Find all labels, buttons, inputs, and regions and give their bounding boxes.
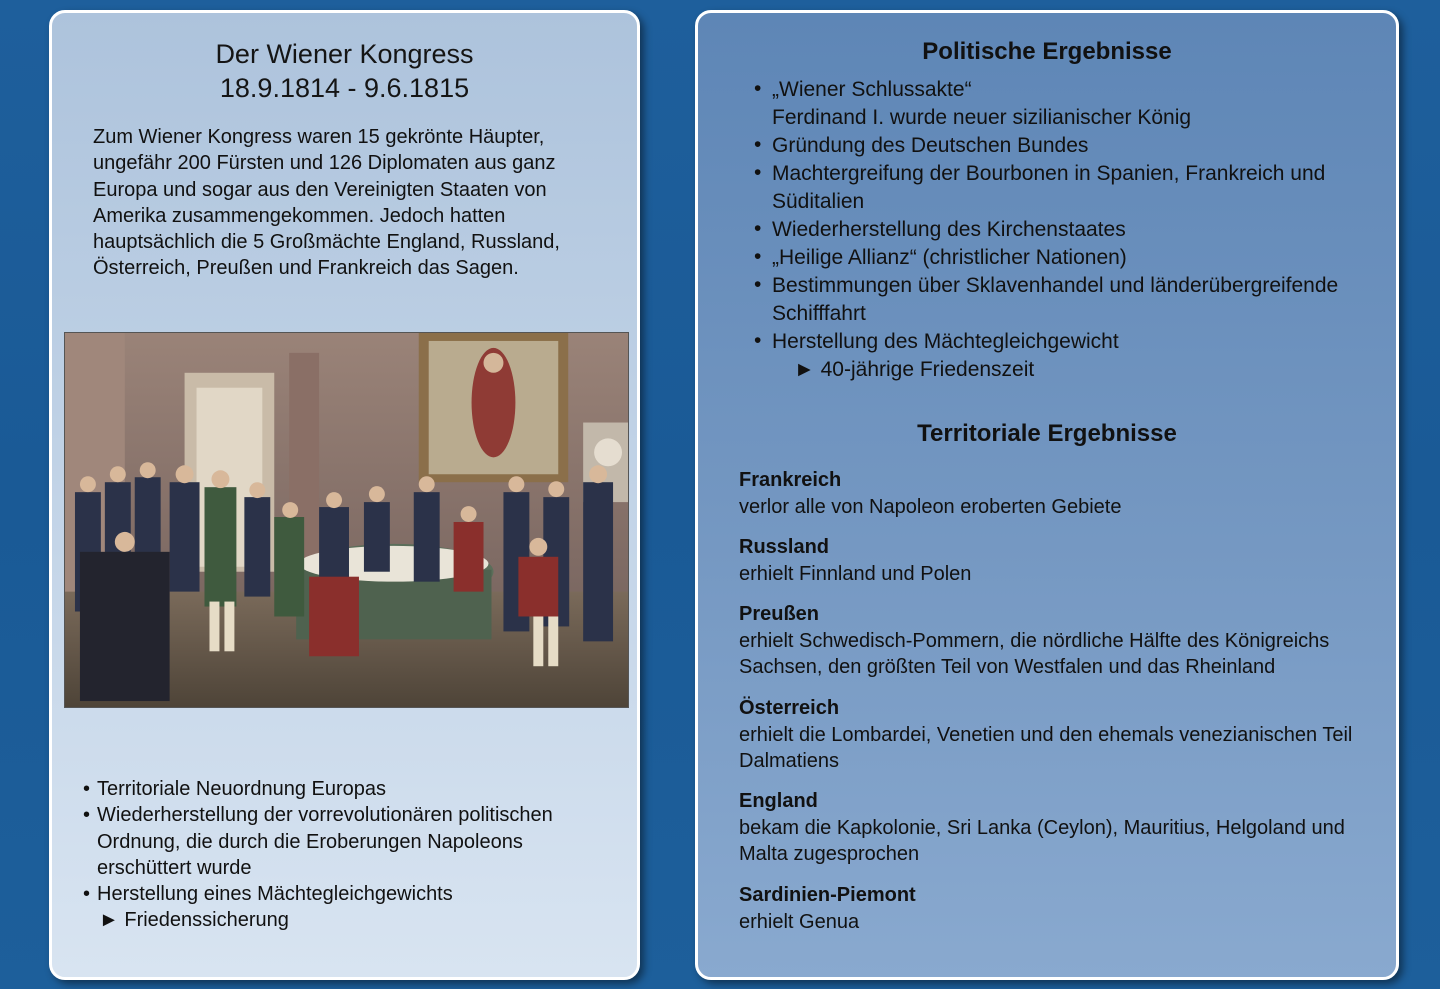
list-item: • „Wiener Schlussakte“ Ferdinand I. wurde neuer sizilianischer König: [754, 76, 1374, 132]
territory-name: Preußen: [739, 603, 820, 625]
territory-result: erhielt Schwedisch-Pommern, die nördliche Hälfte des Königreichs Sachsen, den größten Teil von Westfalen und das Rheinland: [739, 629, 1330, 678]
territory-result: erhielt die Lombardei, Venetien und den ehemals venezianischen Teil Dalmatiens: [739, 723, 1353, 772]
list-item: • Bestimmungen über Sklavenhandel und länderübergreifende Schifffahrt: [754, 272, 1374, 328]
territory-name: Österreich: [739, 697, 840, 719]
territory-result: verlor alle von Napoleon eroberten Gebiete: [739, 495, 1122, 518]
territory-entry-preussen: [739, 601, 1379, 681]
list-item: • Territoriale Neuordnung Europas: [83, 776, 613, 802]
territory-name: England: [739, 790, 818, 812]
list-item: • Herstellung des Mächtegleichgewicht ► 40-jährige Friedenszeit: [754, 328, 1374, 384]
list-subitem: ► 40-jährige Friedenszeit: [794, 358, 1035, 381]
territory-entry-russland: [739, 534, 1379, 587]
list-item: • Herstellung eines Mächtegleichgewichts ► Friedenssicherung: [83, 881, 613, 934]
political-heading: Politische Ergebnisse: [922, 38, 1172, 65]
territory-entry-frankreich: [739, 467, 1379, 520]
list-item: • Machtergreifung der Bourbonen in Spanien, Frankreich und Süditalien: [754, 160, 1374, 216]
overview-panel: [49, 10, 640, 980]
intro-text: Zum Wiener Kongress waren 15 gekrönte Häupter, ungefähr 200 Fürsten und 126 Diplomaten aus ganz Europa und sogar aus den Vereinigten Staaten von Amerika zusammengekommen. Jedoch hatten hauptsächlich die 5 Großmächte England, Russland, Österreich, Preußen und Frankreich das Sagen.: [93, 126, 560, 280]
congress-painting: [64, 332, 629, 708]
territory-result: erhielt Genua: [739, 910, 860, 933]
territory-result: erhielt Finnland und Polen: [739, 562, 972, 585]
territorial-heading: Territoriale Ergebnisse: [917, 420, 1177, 447]
list-item: • Gründung des Deutschen Bundes: [754, 132, 1374, 160]
territory-entry-oesterreich: [739, 695, 1379, 775]
page-title: Der Wiener Kongress: [215, 39, 474, 69]
territory-name: Frankreich: [739, 469, 842, 491]
territory-result: bekam die Kapkolonie, Sri Lanka (Ceylon), Mauritius, Helgoland und Malta zugesprochen: [739, 816, 1345, 865]
list-item: • Wiederherstellung der vorrevolutionären politischen Ordnung, die durch die Eroberungen Napoleons erschüttert wurde: [83, 802, 613, 881]
territory-entry-sardinien-piemont: [739, 882, 1379, 935]
territory-name: Sardinien-Piemont: [739, 884, 916, 906]
congress-dates: 18.9.1814 - 9.6.1815: [219, 73, 470, 103]
political-results-list: [754, 76, 1374, 384]
summary-list: [83, 776, 613, 934]
list-item: • „Heilige Allianz“ (christlicher Nationen): [754, 244, 1374, 272]
list-subitem: Ferdinand I. wurde neuer sizilianischer König: [772, 106, 1192, 129]
list-item: • Wiederherstellung des Kirchenstaates: [754, 216, 1374, 244]
territory-name: Russland: [739, 536, 830, 558]
territory-entry-england: [739, 788, 1379, 868]
list-subitem: ► Friedenssicherung: [99, 909, 289, 932]
results-panel: [695, 10, 1399, 980]
